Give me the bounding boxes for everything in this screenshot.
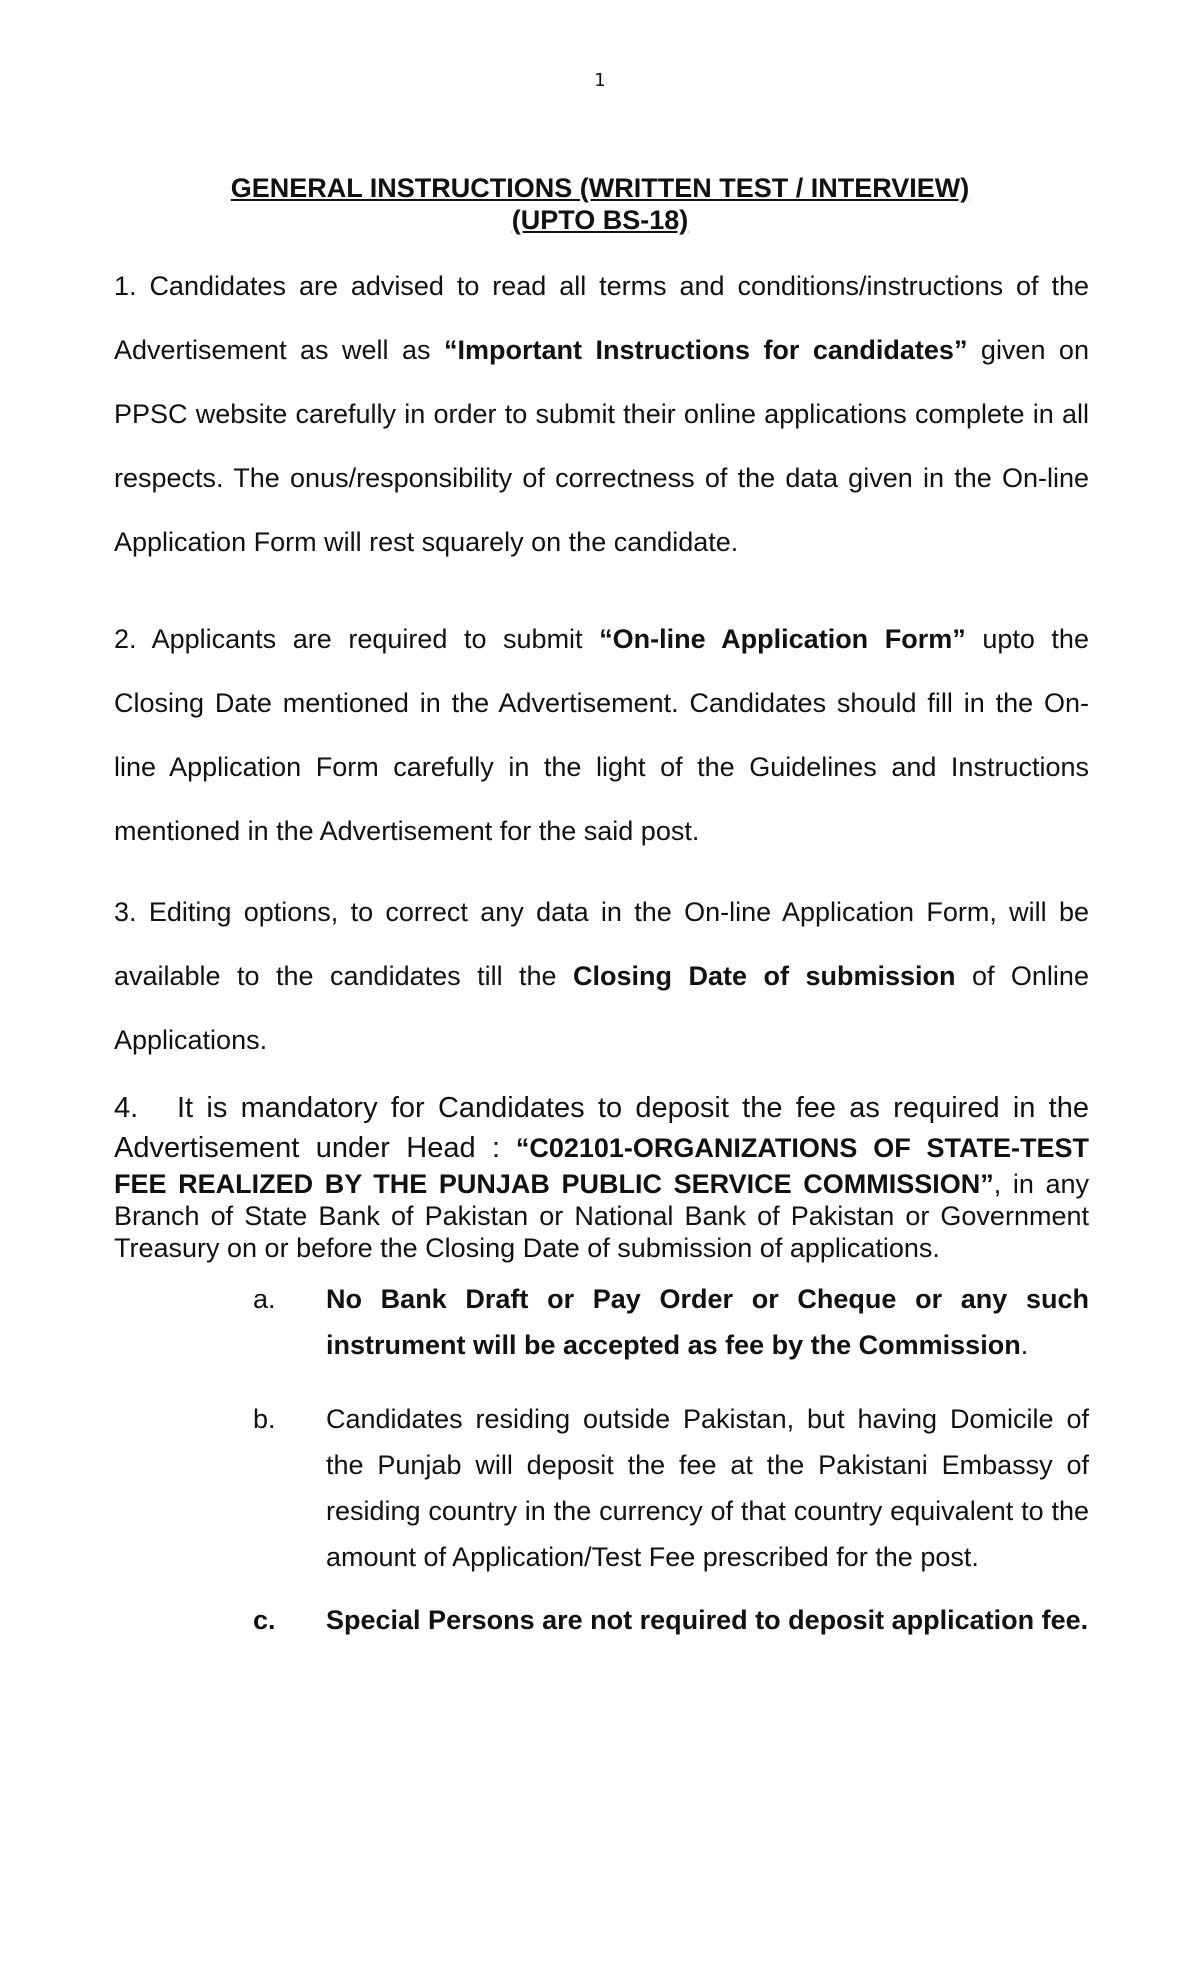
sub-item-emphasis: Special Persons are not required to deposit application fee.: [326, 1605, 1089, 1635]
paragraph-text: Candidates are advised to read all terms and conditions/instructions of the Advertisement as well as: [114, 271, 1089, 365]
paragraph-number: 2.: [114, 624, 137, 654]
sub-item-tail: .: [1020, 1330, 1029, 1360]
instruction-paragraph-1: [114, 254, 1089, 574]
paragraph-number: 3.: [114, 897, 137, 927]
paragraph-number: 1.: [114, 271, 137, 301]
paragraph-text: Editing options, to correct any data in the On-line Application Form, will be available to the candidates till the: [114, 897, 1089, 991]
paragraph-text: upto the Closing Date mentioned in the Advertisement. Candidates should fill in the On-line Application Form carefully in the light of the Guidelines and Instructions mentioned in the Advertisement for the said post.: [114, 624, 1089, 846]
instruction-paragraph-4: [114, 1088, 1089, 1264]
sub-item-text: Candidates residing outside Pakistan, but having Domicile of the Punjab will deposit the fee at the Pakistani Embassy of residing country in the currency of that country equivalent to the amount of Application/Test Fee prescribed for the post.: [326, 1404, 1089, 1572]
paragraph-text: Applicants are required to submit: [151, 624, 583, 654]
paragraph-text: , in any Branch of State Bank of Pakistan or National Bank of Pakistan or Government Treasury on or before the Closing Date of submission of applications.: [114, 1169, 1090, 1263]
sub-item-emphasis: No Bank Draft or Pay Order or Cheque or any such instrument will be accepted as fee by the Commission: [326, 1284, 1089, 1360]
sub-item-letter: a.: [253, 1284, 276, 1314]
paragraph-text: It is mandatory for Candidates to deposit the fee as required in the Advertisement under Head :: [114, 1092, 1089, 1164]
paragraph-number: 4.: [114, 1092, 139, 1124]
title-line-2: (UPTO BS-18): [511, 205, 689, 235]
sub-item-text: [326, 1597, 1089, 1643]
paragraph-text: given on PPSC website carefully in order to submit their online applications complete in all respects. The onus/responsibility of correctness of the data given in the On-line Application Form will rest squarely on the candidate.: [114, 335, 1089, 557]
instruction-paragraph-3: [114, 880, 1089, 1072]
paragraph-emphasis: “C02101-ORGANIZATIONS OF STATE-TEST FEE REALIZED BY THE PUNJAB PUBLIC SERVICE COMMISSION”: [114, 1133, 1089, 1199]
page-number: 1: [594, 70, 606, 91]
paragraph-emphasis: Closing Date of submission: [573, 961, 956, 991]
title-line-1: GENERAL INSTRUCTIONS (WRITTEN TEST / INTERVIEW): [230, 173, 970, 203]
paragraph-emphasis: “Important Instructions for candidates”: [444, 335, 968, 365]
sub-item-letter: c.: [253, 1605, 276, 1635]
instruction-paragraph-2: [114, 607, 1089, 863]
sub-item-letter: b.: [253, 1404, 276, 1434]
paragraph-text: of Online Applications.: [114, 961, 1089, 1055]
document-title: [0, 172, 1200, 236]
sub-item-text: [326, 1276, 1089, 1368]
paragraph-emphasis: “On-line Application Form”: [599, 624, 966, 654]
